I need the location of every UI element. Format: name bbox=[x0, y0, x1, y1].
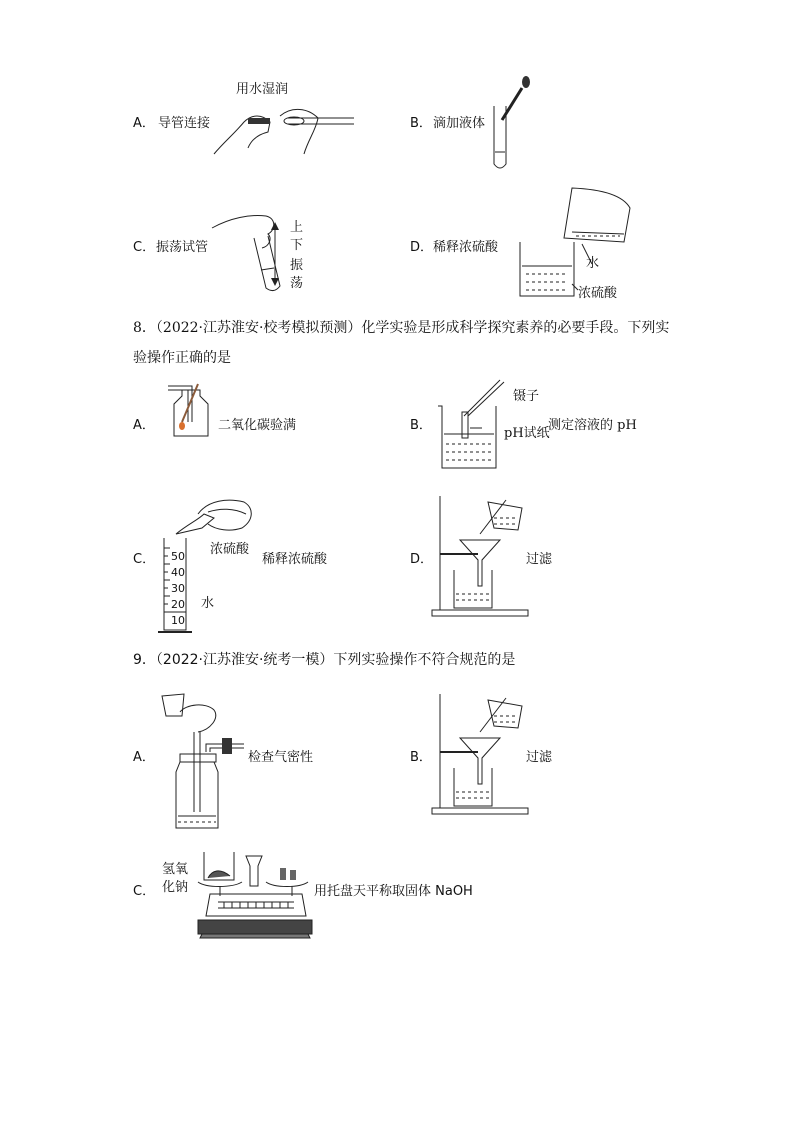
q8-stem-line2: 验操作正确的是 bbox=[133, 350, 231, 366]
q8-c-water: 水 bbox=[201, 596, 215, 611]
q7-c-word3: 振 bbox=[290, 258, 304, 273]
q7-d-letter: D． bbox=[410, 240, 434, 255]
q7-c-letter: C． bbox=[133, 240, 156, 255]
q8-a-label: 二氧化碳验满 bbox=[218, 418, 297, 433]
q9-b-figure bbox=[432, 692, 532, 816]
q7-c-label: 振荡试管 bbox=[156, 240, 209, 255]
q8-b-tweezers: 镊子 bbox=[513, 389, 540, 404]
q7-c-word4: 荡 bbox=[290, 276, 304, 291]
q7-b-figure bbox=[486, 76, 536, 176]
q8-a-letter: A． bbox=[133, 418, 155, 433]
q7-a-note: 用水湿润 bbox=[236, 82, 289, 97]
q9-c-letter: C． bbox=[133, 884, 156, 899]
q8-c-letter: C． bbox=[133, 552, 156, 567]
q8-a-figure bbox=[166, 382, 216, 438]
q8-c-tick-10: 10 bbox=[171, 614, 185, 627]
q8-b-label: 测定溶液的 pH bbox=[548, 418, 637, 433]
q7-a-letter: A． bbox=[133, 116, 155, 131]
q8-b-paper: pH试纸 bbox=[504, 426, 550, 441]
q8-d-letter: D． bbox=[410, 552, 434, 567]
q9-c-label: 用托盘天平称取固体 NaOH bbox=[314, 884, 473, 899]
q7-a-label: 导管连接 bbox=[158, 116, 211, 131]
q9-c-substance-line1: 氢氧 bbox=[162, 862, 189, 877]
q9-b-letter: B． bbox=[410, 750, 432, 765]
q8-c-tick-20: 20 bbox=[171, 598, 185, 611]
q7-c-word1: 上 bbox=[290, 220, 304, 235]
q7-b-letter: B． bbox=[410, 116, 432, 131]
q8-c-tick-50: 50 bbox=[171, 550, 185, 563]
q8-stem-line1: 8．（2022·江苏淮安·校考模拟预测）化学实验是形成科学探究素养的必要手段。下列实 bbox=[133, 320, 670, 336]
q9-c-substance-line2: 化钠 bbox=[162, 880, 189, 895]
q7-b-label: 滴加液体 bbox=[433, 116, 486, 131]
q7-d-figure bbox=[512, 186, 636, 304]
q7-d-water: 水 bbox=[586, 256, 600, 271]
q8-d-figure bbox=[432, 494, 532, 618]
shake-arrow-icon bbox=[268, 220, 282, 288]
q9-a-label: 检查气密性 bbox=[248, 750, 314, 765]
q9-c-figure bbox=[196, 846, 314, 940]
q9-a-figure bbox=[158, 688, 250, 830]
q7-c-word2: 下 bbox=[290, 238, 304, 253]
q8-c-tick-30: 30 bbox=[171, 582, 185, 595]
q9-b-label: 过滤 bbox=[526, 750, 553, 765]
q7-a-figure bbox=[208, 104, 358, 160]
q7-d-label: 稀释浓硫酸 bbox=[433, 240, 499, 255]
q8-d-label: 过滤 bbox=[526, 552, 553, 567]
q8-c-label: 稀释浓硫酸 bbox=[262, 552, 328, 567]
q8-c-tick-40: 40 bbox=[171, 566, 185, 579]
q8-c-acid: 浓硫酸 bbox=[210, 542, 250, 557]
q9-a-letter: A． bbox=[133, 750, 155, 765]
q8-b-letter: B． bbox=[410, 418, 432, 433]
q7-d-acid: 浓硫酸 bbox=[578, 286, 618, 301]
q9-stem: 9．（2022·江苏淮安·统考一模）下列实验操作不符合规范的是 bbox=[133, 652, 516, 668]
